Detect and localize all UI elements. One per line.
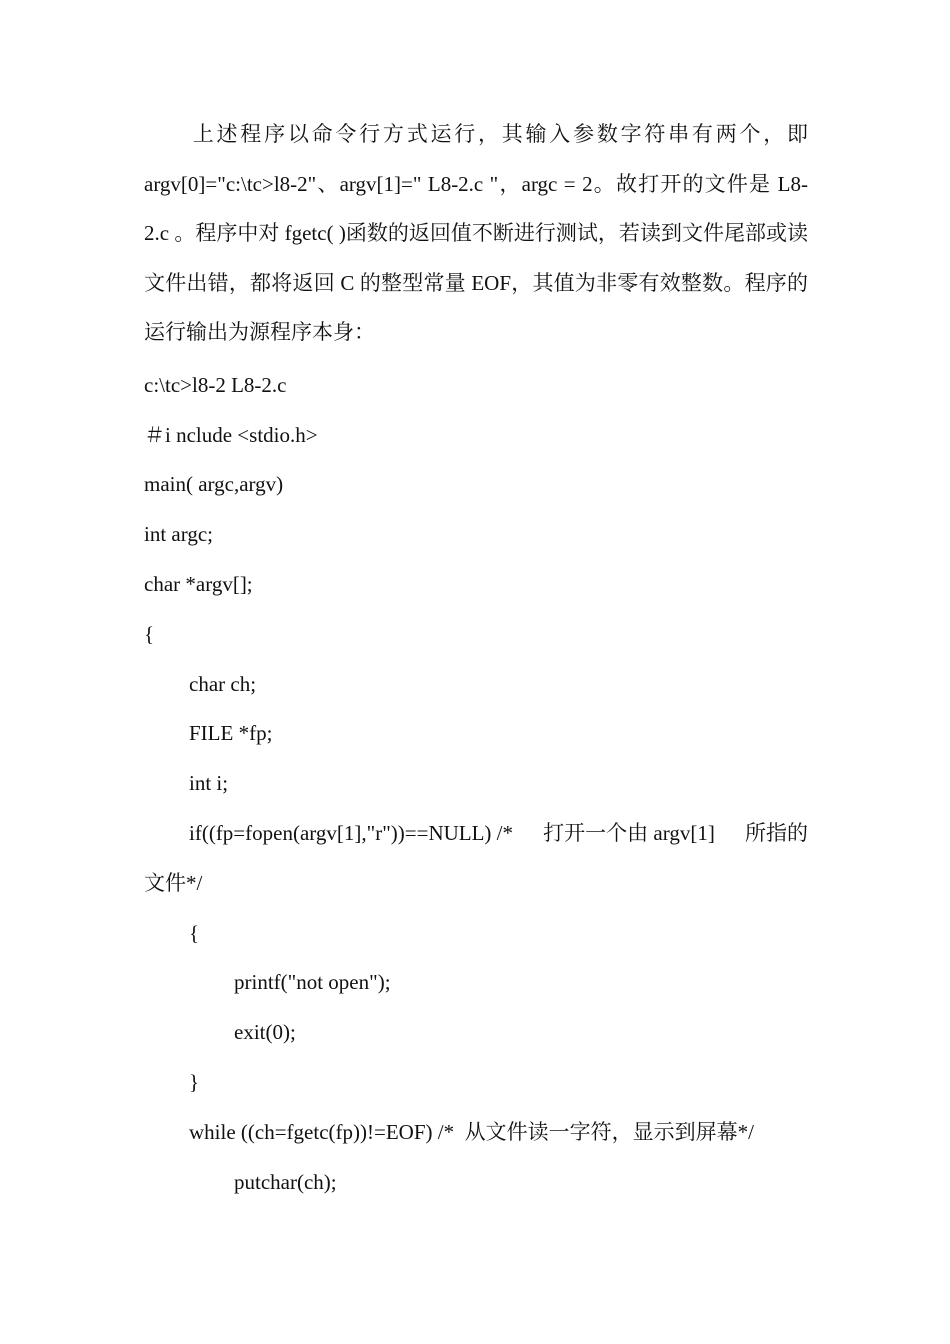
code-inner-open-brace: { (189, 921, 200, 945)
code-argv-declaration: char *argv[]; (144, 572, 253, 596)
intro-paragraph-text: 上述程序以命令行方式运行，其输入参数字符串有两个，即 argv[0]="c:\tc>l8-2"、argv[1]=" L8-2.c "，argc = 2。故打开的文件是 L8-2.c 。程序中对 fgetc( )函数的返回值不断进行测试，若读到文件尾部或读文件出错，都将返回 C 的整型常量 EOF，其值为非零有效整数。程序的运行输出为源程序本身： (144, 122, 808, 345)
code-if-comment-wrap: 文件*/ (144, 871, 203, 895)
code-while-line: while ((ch=fgetc(fp))!=EOF) /* 从文件读一字符，显示到屏幕*/ (189, 1120, 754, 1144)
code-putchar-line: putchar(ch); (234, 1170, 337, 1194)
code-ch-declaration: char ch; (189, 672, 257, 696)
code-include-line: ＃i nclude <stdio.h> (144, 423, 318, 447)
code-command-line: c:\tc>l8-2 L8-2.c (144, 373, 287, 397)
code-open-brace: { (144, 622, 155, 646)
code-i-declaration: int i; (189, 771, 229, 795)
code-fp-declaration: FILE *fp; (189, 721, 273, 745)
code-if-line (189, 819, 808, 847)
code-inner-close-brace: } (189, 1070, 200, 1094)
code-if-comment: 打开一个由 argv[1] (543, 821, 715, 845)
intro-paragraph (144, 110, 808, 358)
code-if-comment-tail: 所指的 (745, 821, 808, 845)
code-printf-line: printf("not open"); (234, 970, 391, 994)
code-exit-line: exit(0); (234, 1020, 296, 1044)
code-main-signature: main( argc,argv) (144, 472, 284, 496)
code-argc-declaration: int argc; (144, 522, 214, 546)
code-if-statement: if((fp=fopen(argv[1],"r"))==NULL) /* (189, 821, 514, 845)
